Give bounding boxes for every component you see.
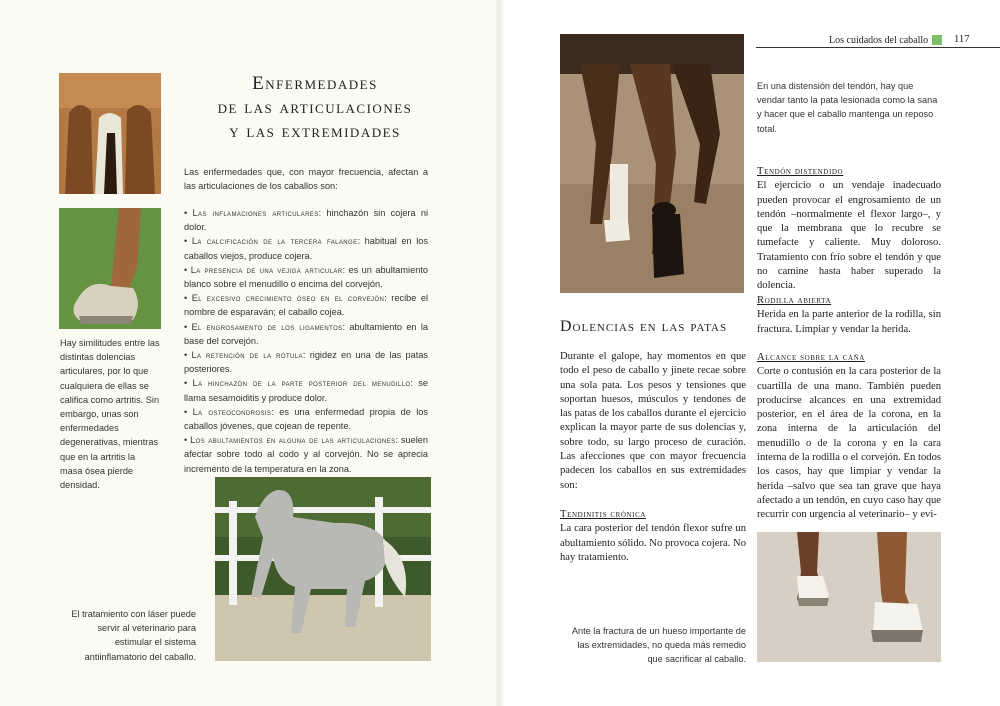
- disease-text: : abultamiento en la base del corvejón.: [184, 321, 428, 346]
- photo-hoof-grass: [59, 208, 161, 329]
- running-head-title: Los cuidados del caballo: [829, 35, 929, 46]
- subheading-tendon: Tendón distendido: [757, 166, 844, 177]
- paragraph-alcance: Corte o contusión en la cara posterior de la cuartilla de una mano. También pueden producirse alcances en una extremidad posterior, en el área de la corona, en la zona interna de la articulación del menudillo o de la corona y en la cara interna de la rodilla o el corvejón. En todos los casos, hay que limpiar y vendar la herida –salvo que sea tan grave que haya afectado a un tendón, en cuyo caso hay que recurrir con urgencia al veterinario– y evi-: [757, 366, 941, 521]
- chapter-title-line-1: Enfermedades: [252, 73, 378, 94]
- disease-item: • La presencia de una vejiga articular: es un abultamiento blanco sobre el menudillo o encima del corvejón.: [184, 264, 428, 290]
- running-head-rule: [756, 47, 1000, 48]
- disease-text: : es una enfermedad propia de los caballos jóvenes, que cojean de repente.: [184, 406, 428, 432]
- disease-item: • El engrosamento de los ligamentos: abultamiento en la base del corvejón.: [184, 321, 428, 346]
- section-rodilla-abierta: [757, 294, 941, 337]
- paragraph-tendon: El ejercicio o un vendaje inadecuado pueden provocar el engrosamiento de un tendón –normalmente el flexor largo–, y que la membrana que lo recubre se tumefacte y caliente. Muy doloroso. Tratamiento con frío sobre el tendón y que no camine hasta haber superado la dolencia.: [757, 180, 941, 292]
- disease-term: El excesivo crecimiento óseo en el corvejón: [191, 293, 385, 304]
- disease-item: • Los abultamientos en alguna de las articulaciones: suelen afectar sobre todo al codo y al corvejón. No se aprecia incremento de la temperatura en la zona.: [184, 435, 428, 474]
- disease-item: • La hinchazón de la parte posterior del menudillo: se llama sesamoiditis y produce dolor.: [184, 378, 428, 403]
- disease-term: La retención de la rótula: [191, 350, 303, 361]
- disease-term: El engrosamento de los ligamentos: [191, 321, 343, 332]
- chapter-title: [200, 72, 430, 144]
- caption-distension: En una distensión del tendón, hay que vendar tanto la pata lesionada como la sana y hacer que el caballo mantenga un reposo total.: [757, 81, 938, 134]
- disease-term: La osteocondrosis: [192, 406, 272, 417]
- chapter-title-line-2: de las articulaciones: [217, 97, 413, 118]
- book-gutter: [494, 0, 506, 706]
- disease-term: Las inflamaciones articulares: [192, 208, 319, 218]
- subheading-tendinitis: Tendinitis crónica: [560, 509, 647, 520]
- intro-paragraph: Las enfermedades que, con mayor frecuencia, afectan a las articulaciones de los caballos son:: [184, 167, 428, 192]
- subheading-rodilla: Rodilla abierta: [757, 295, 832, 306]
- photo-horse-legs-galloping: [560, 34, 744, 293]
- section-heading-dolencias: Dolencias en las patas: [560, 318, 728, 335]
- caption-similitudes: Hay similitudes entre las distintas dolencias articulares, por lo que cualquiera de ellas se califica como artritis. Sin embargo, unas son enfermedades degenerativas, mientras que en la artritis la masa ósea pierde densidad.: [60, 338, 160, 491]
- disease-text: : se llama sesamoiditis y produce dolor.: [184, 378, 428, 403]
- disease-text: : habitual en los caballos viejos, produce cojera.: [184, 236, 428, 261]
- section-tendon-distendido: [757, 165, 941, 294]
- disease-text: : rigidez en una de las patas posteriores.: [184, 350, 429, 375]
- page-number: 117: [954, 34, 970, 45]
- disease-item: • La retención de la rótula: rigidez en una de las patas posteriores.: [184, 350, 429, 375]
- subheading-alcance: Alcance sobre la caña: [757, 352, 865, 363]
- photo-grey-horse: [215, 477, 431, 661]
- section-tendinitis: [560, 508, 746, 565]
- section-alcance: [757, 351, 941, 523]
- disease-text: : hinchazón sin cojera ni dolor.: [184, 208, 428, 233]
- disease-text: : es un abultamiento blanco sobre el menudillo o encima del corvejón.: [184, 264, 428, 290]
- paragraph-galope: Durante el galope, hay momentos en que todo el peso de caballo y jinete recae sobre una sola pata. Los pesos y tensiones que soportan huesos, músculos y tendones de las patas de los caballos durante el ejercicio explican la mayor parte de sus dolencias y, sobre todo, su largo proceso de curación. Las afecciones que con mayor frecuencia padecen los caballos en sus extremidades son:: [560, 351, 746, 491]
- photo-hooves-sand: [757, 532, 941, 662]
- chapter-title-line-3: y las extremidades: [229, 121, 401, 142]
- disease-term: La presencia de una vejiga articular: [190, 264, 343, 275]
- disease-text: : suelen afectar sobre todo al codo y al corvejón. No se aprecia incremento de la temperatura en la zona.: [184, 435, 428, 474]
- disease-term: Los abultamientos en alguna de las articulaciones: [190, 435, 396, 446]
- caption-fractura: Ante la fractura de un hueso importante de las extremidades, no queda más remedio que sacrificar al caballo.: [571, 626, 746, 665]
- disease-list: [184, 206, 428, 476]
- disease-item: • La osteocondrosis: es una enfermedad propia de los caballos jóvenes, que cojean de repente.: [184, 406, 428, 432]
- disease-term: La hinchazón de la parte posterior del menudillo: [192, 378, 411, 389]
- disease-item: • Las inflamaciones articulares: hinchazón sin cojera ni dolor.: [184, 208, 428, 233]
- paragraph-tendinitis: La cara posterior del tendón flexor sufre un abultamiento sólido. No provoca cojera. No hay tratamiento.: [560, 523, 746, 563]
- caption-laser: El tratamiento con láser puede servir al veterinario para estimular el sistema antiinflamatorio del caballo.: [71, 609, 196, 662]
- paragraph-rodilla: Herida en la parte anterior de la rodilla, sin fractura. Limpiar y vendar la herida.: [757, 309, 941, 335]
- disease-text: : recibe el nombre de esparaván; el caballo cojea.: [184, 293, 428, 318]
- running-head-marker: [932, 35, 942, 45]
- disease-item: • El excesivo crecimiento óseo en el corvejón: recibe el nombre de esparaván; el caballo cojea.: [184, 293, 428, 318]
- disease-item: • La calcificación de la tercera falange: habitual en los caballos viejos, produce cojera.: [184, 236, 428, 261]
- photo-hind-legs: [59, 73, 161, 194]
- disease-term: La calcificación de la tercera falange: [191, 236, 358, 247]
